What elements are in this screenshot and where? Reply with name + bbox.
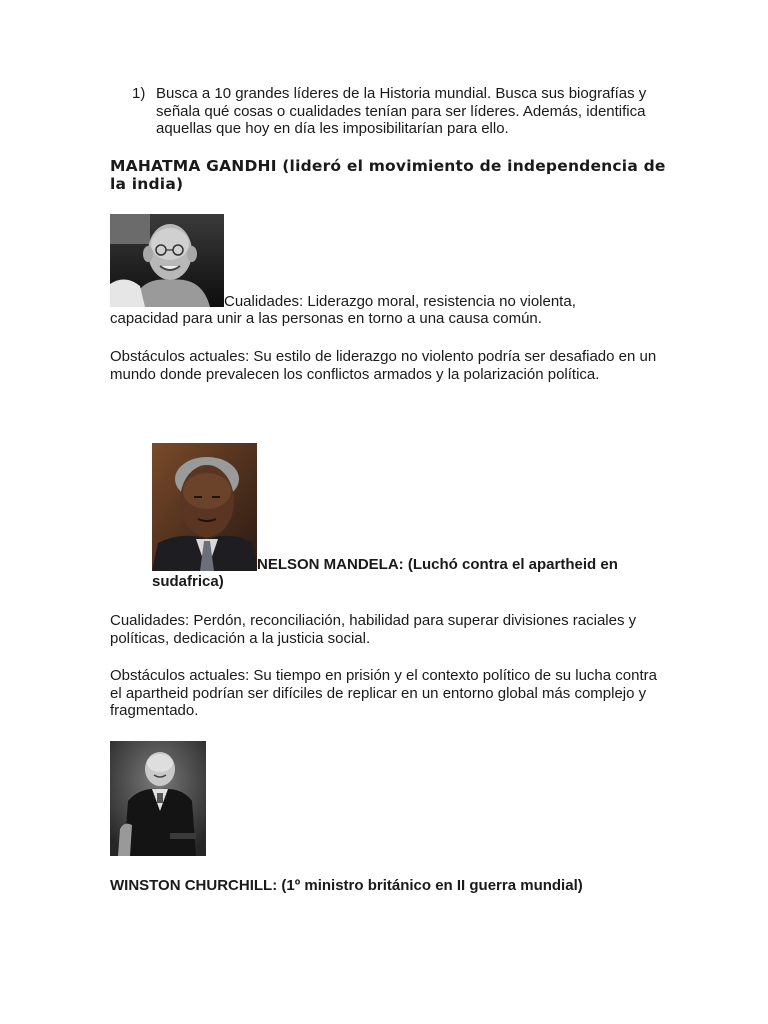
mandela-obstacles: Obstáculos actuales: Su tiempo en prisión y el contexto político de su lucha contra el apartheid podrían ser difíciles de replicar en un entorno global más complejo y fragmentado.: [110, 667, 657, 719]
gandhi-qualities-line2: capacidad para unir a las personas en torno a una causa común.: [110, 310, 542, 327]
mandela-heading-line1: NELSON MANDELA: (Luchó contra el apartheid en: [257, 556, 618, 573]
task-text: Busca a 10 grandes líderes de la Historia mundial. Busca sus biografías y señala qué cosas o cualidades tenían para ser líderes. Además, identifica aquellas que hoy en día les imposibilitarían para ello.: [156, 85, 647, 137]
gandhi-obstacles: Obstáculos actuales: Su estilo de liderazgo no violento podría ser desafiado en un mundo donde prevalecen los conflictos armados y la polarización política.: [110, 348, 657, 383]
task-number: 1): [132, 85, 146, 102]
gandhi-photo: [110, 214, 224, 307]
churchill-photo: [110, 741, 206, 856]
gandhi-heading: MAHATMA GANDHI (lideró el movimiento de independencia de la india): [110, 157, 666, 193]
mandela-qualities: Cualidades: Perdón, reconciliación, habilidad para superar divisiones raciales y políticas, dedicación a la justicia social.: [110, 612, 637, 647]
churchill-heading: WINSTON CHURCHILL: (1º ministro británico en II guerra mundial): [110, 877, 583, 894]
gandhi-qualities-line1: Cualidades: Liderazgo moral, resistencia no violenta,: [224, 293, 576, 310]
mandela-heading-line2: sudafrica): [152, 573, 224, 590]
mandela-photo: [152, 443, 257, 571]
